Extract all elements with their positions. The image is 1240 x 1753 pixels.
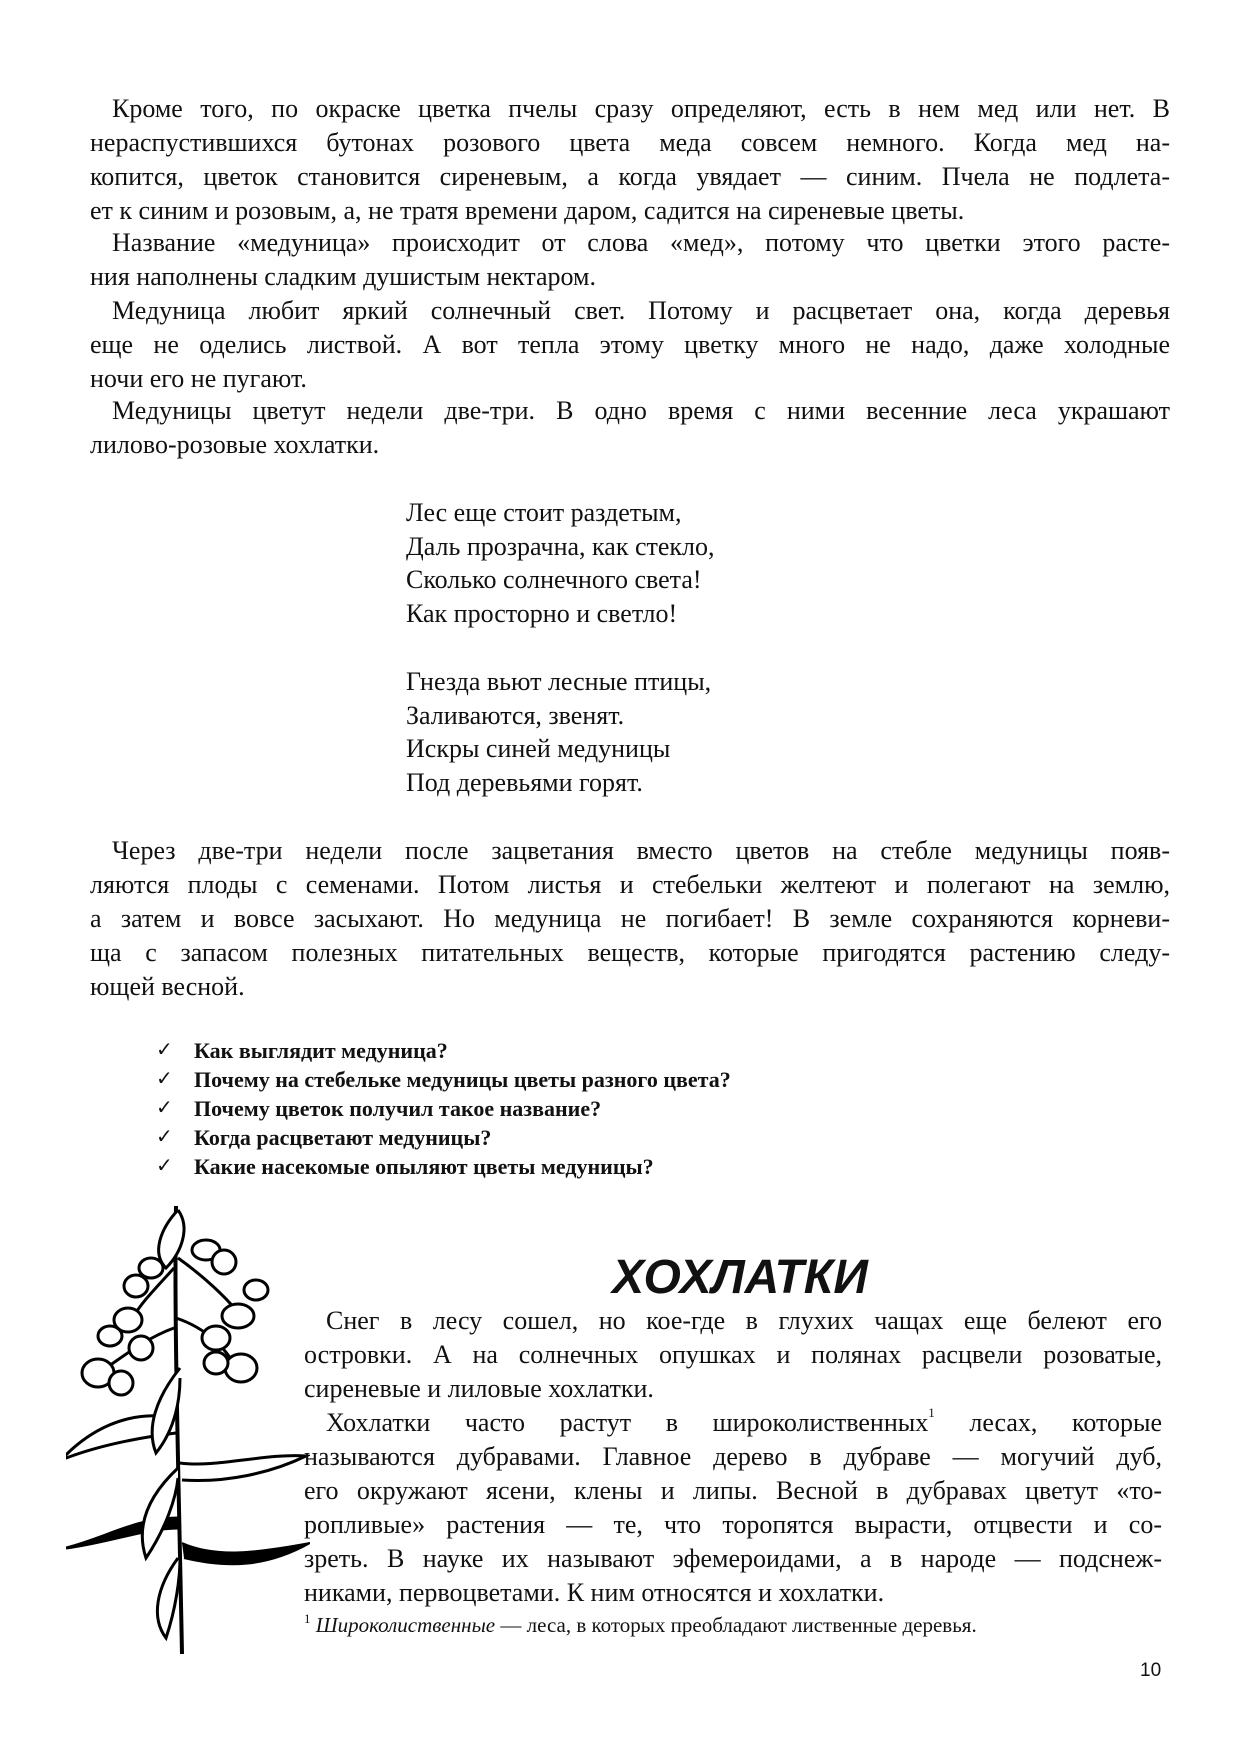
question-list — [156, 1036, 956, 1181]
paragraph-bloom-time — [90, 394, 1170, 462]
question-item — [156, 1065, 956, 1094]
poem-line: Сколько солнечного света! — [406, 565, 702, 594]
text-line — [304, 1406, 1162, 1440]
paragraph-after-bloom — [90, 834, 1170, 1004]
paragraph-sunlight — [90, 294, 1170, 396]
text-line: ща с запасом полезных питательных веществ, которые пригодятся растению следу- — [90, 938, 1170, 967]
poem-line: Даль прозрачна, как стекло, — [406, 531, 715, 561]
text-segment: Хохлатки часто растут в широколиственных — [326, 1408, 929, 1437]
text-line: ночи его не пугают. — [90, 364, 307, 393]
text-line: ропливые» растения — те, что торопятся вырасти, отцвести и со- — [304, 1510, 1162, 1539]
text-segment: лесах, которые — [934, 1408, 1162, 1437]
text-line: называются дубравами. Главное дерево в дубраве — могучий дуб, — [304, 1442, 1162, 1471]
text-line: зреть. В науке их называют эфемероидами, а в народе — подснеж- — [304, 1544, 1162, 1573]
text-line: ния наполнены сладким душистым нектаром. — [90, 262, 596, 291]
question-text: Почему цветок получил такое название? — [194, 1096, 602, 1121]
section-title: ХОХЛАТКИ — [612, 1251, 868, 1304]
text-line: Медуницы цветут недели две-три. В одно время с ними весенние леса украшают — [112, 396, 1170, 425]
text-line: его окружают ясени, клены и липы. Весной в дубравах цветут «то- — [304, 1476, 1162, 1505]
question-text: Какие насекомые опыляют цветы медуницы? — [194, 1154, 654, 1179]
poem-line: Искры синей медуницы — [406, 734, 671, 763]
text-line: островки. А на солнечных опушках и полянах расцвели розоватые, — [304, 1340, 1162, 1369]
text-line: лилово-розовые хохлатки. — [90, 430, 380, 459]
poem — [406, 496, 906, 799]
text-line: копится, цветок становится сиреневым, а когда увядает — синим. Пчела не подлета- — [90, 162, 1170, 191]
question-item — [156, 1094, 956, 1123]
poem-line: Лес еще стоит раздетым, — [406, 498, 682, 527]
text-line: а затем и вовсе засыхают. Но медуница не погибает! В земле сохраняются корневи- — [90, 904, 1170, 933]
text-line: Снег в лесу сошел, но кое-где в глухих чащах еще белеют его — [326, 1306, 1162, 1335]
corydalis-plant-illustration — [66, 1198, 310, 1654]
poem-line: Как просторно и светло! — [406, 598, 678, 628]
text-line: нераспустившихся бутонах розового цвета меда совсем немного. Когда мед на- — [90, 128, 1170, 157]
checkmark-icon: ✓ — [156, 1155, 173, 1177]
poem-line: Заливаются, звенят. — [406, 700, 625, 730]
question-text: Как выглядит медуница? — [194, 1038, 448, 1063]
text-line: Медуница любит яркий солнечный свет. Потому и расцветает она, когда деревья — [112, 296, 1170, 325]
question-item — [156, 1036, 956, 1065]
checkmark-icon: ✓ — [156, 1126, 173, 1148]
question-text: Когда расцветают медуницы? — [194, 1125, 492, 1150]
question-item — [156, 1152, 956, 1181]
footnote — [304, 1612, 1184, 1638]
checkmark-icon: ✓ — [156, 1068, 173, 1090]
page-number: 10 — [1140, 1660, 1162, 1681]
paragraph-bee-colors — [90, 92, 1170, 228]
checkmark-icon: ✓ — [156, 1039, 173, 1061]
text-line: ющей весной. — [90, 972, 245, 1001]
text-line: ляются плоды с семенами. Потом листья и стебельки желтеют и полегают на землю, — [90, 870, 1170, 899]
text-line: никами, первоцветами. К ним относятся и хохлатки. — [304, 1578, 885, 1607]
footnote-reference: 1 — [928, 1406, 935, 1420]
text-line: Кроме того, по окраске цветка пчелы сразу определяют, есть в нем мед или нет. В — [112, 94, 1170, 123]
question-text: Почему на стебельке медуницы цветы разного цвета? — [194, 1067, 731, 1092]
text-line: Через две-три недели после зацветания вместо цветов на стебле медуницы появ- — [112, 836, 1170, 865]
poem-line: Под деревьями горят. — [406, 767, 643, 797]
checkmark-icon: ✓ — [156, 1097, 173, 1119]
paragraph-oak-forests — [304, 1406, 1162, 1610]
poem-line: Гнезда вьют лесные птицы, — [406, 667, 712, 696]
paragraph-name-origin — [90, 226, 1170, 294]
footnote-mark: 1 — [304, 1611, 311, 1626]
footnote-text: — леса, в которых преобладают лиственные деревья. — [495, 1613, 977, 1637]
stanza-gap — [406, 630, 906, 665]
footnote-term: Широколиственные — [315, 1613, 496, 1637]
text-line: сиреневые и лиловые хохлатки. — [304, 1374, 654, 1403]
question-item — [156, 1123, 956, 1152]
text-line: еще не оделись листвой. А вот тепла этому цветку много не надо, даже холодные — [90, 330, 1170, 359]
text-line: Название «медуница» происходит от слова «мед», потому что цветки этого расте- — [112, 228, 1170, 257]
paragraph-snow — [304, 1304, 1162, 1406]
text-line: ет к синим и розовым, а, не тратя времени даром, садится на сиреневые цветы. — [90, 196, 965, 225]
